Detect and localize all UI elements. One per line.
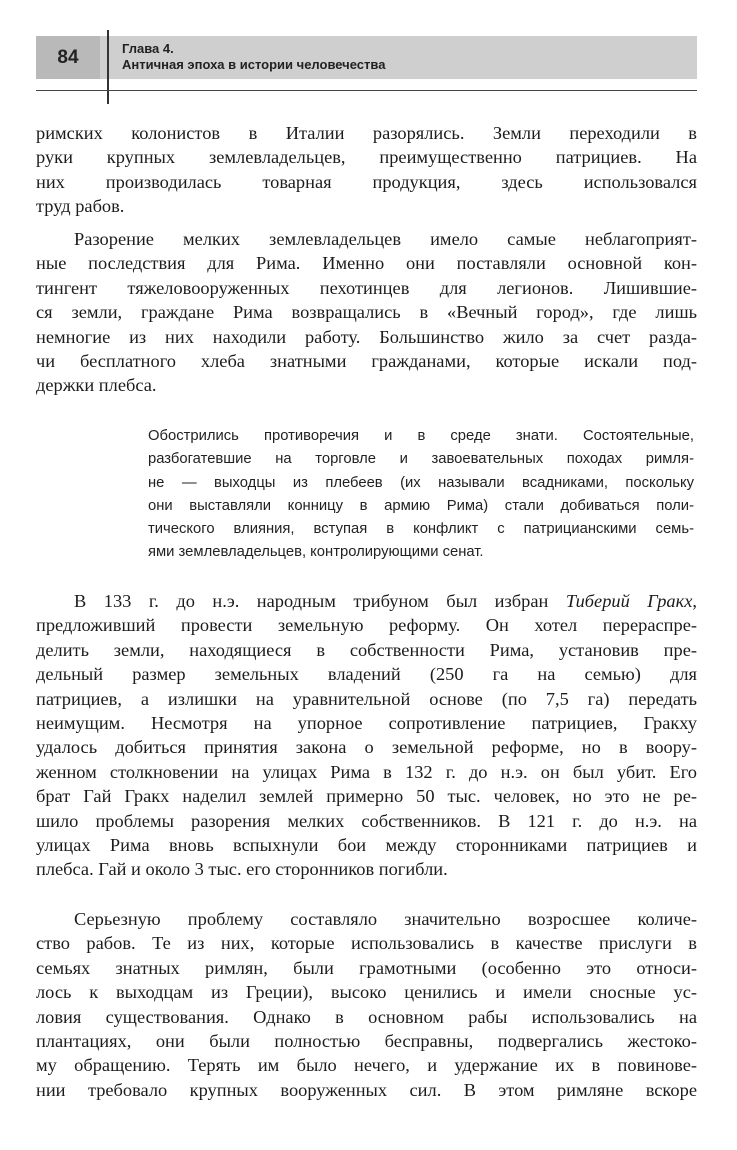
aside-line: ями землевладельцев, контролирующими сенат. (148, 544, 484, 561)
text-line: дельный размер земельных владений (250 га на семью) для (36, 664, 697, 685)
text-line: удалось добиться принятия закона о земельной реформе, но в воору- (36, 737, 697, 758)
text-line: плантациях, они были полностью бесправны, подвергались жестоко- (36, 1030, 697, 1051)
text-line: них производилась товарная продукция, здесь использовался (36, 171, 697, 192)
text-line (36, 589, 697, 613)
text-line: чи бесплатного хлеба знатными гражданами, которые искали под- (36, 350, 697, 371)
text-line: ся земли, граждане Рима возвращались в «Вечный город», где лишь (36, 302, 697, 323)
text-line: ловия существования. Однако в основном рабы использовались на (36, 1006, 697, 1027)
text-line: Разорение мелких землевладельцев имело самые неблагоприят- (74, 229, 697, 249)
text-line: му обращению. Терять им было нечего, и удержание их в повинове- (36, 1055, 697, 1076)
text-line: шило проблемы разорения мелких собственников. В 121 г. до н.э. на (36, 810, 697, 831)
text-line: держки плебса. (36, 375, 157, 396)
aside-line: разбогатевшие на торговле и завоевательных походах римля- (148, 451, 694, 468)
text-line: Серьезную проблему составляло значительно возросшее количе- (74, 909, 697, 929)
paragraph-4 (36, 907, 697, 1102)
text-line: лось к выходцам из Греции), высоко ценились и имели сносные ус- (36, 982, 697, 1003)
running-header (122, 41, 385, 73)
aside-line: не — выходцы из плебеев (их называли всадниками, поскольку (148, 474, 694, 491)
text-line: улицах Рима вновь вспыхнули бои между сторонниками патрициев и (36, 834, 697, 855)
text-line: предложивший провести земельную реформу. Он хотел перераспре- (36, 615, 697, 636)
paragraph-2 (36, 227, 697, 398)
text-line: брат Гай Гракх наделил землей примерно 50 тыс. человек, но это не ре- (36, 786, 697, 807)
aside-line: тического влияния, вступая в конфликт с патрицианскими семь- (148, 521, 694, 538)
chapter-title: Античная эпоха в истории человечества (122, 57, 386, 72)
aside-line: Обострились противоречия и в среде знати. Состоятельные, (148, 428, 694, 444)
person-name-emphasis: Тиберий Гракх (565, 591, 693, 611)
paragraph-3 (36, 589, 697, 882)
text-line: семьях знатных римлян, были грамотными (особенно это относи- (36, 957, 697, 978)
header-divider-vertical (107, 30, 109, 104)
text-line: римских колонистов в Италии разорялись. Земли переходили в (36, 123, 697, 143)
text-line: неимущим. Несмотря на упорное сопротивление патрициев, Гракху (36, 712, 697, 733)
text-line: тингент тяжеловооруженных пехотинцев для легионов. Лишившие- (36, 277, 697, 298)
text-line: ство рабов. Те из них, которые использовались в качестве прислуги в (36, 933, 697, 954)
text-fragment: , (692, 591, 697, 611)
text-line: труд рабов. (36, 196, 125, 217)
text-line: плебса. Гай и около 3 тыс. его сторонников погибли. (36, 859, 448, 880)
page-number: 84 (36, 36, 100, 79)
paragraph-1 (36, 121, 697, 219)
text-line: руки крупных землевладельцев, преимущественно патрициев. На (36, 147, 697, 168)
text-fragment: В 133 г. до н.э. народным трибуном был избран (74, 591, 566, 611)
chapter-label: Глава 4. (122, 41, 174, 56)
text-line: патрициев, а излишки на уравнительной основе (по 7,5 га) передать (36, 688, 697, 709)
text-line: женном столкновении на улицах Рима в 132 г. до н.э. он был убит. Его (36, 761, 697, 782)
text-line: немногие из них находили работу. Большинство жило за счет разда- (36, 326, 697, 347)
text-line: ные последствия для Рима. Именно они поставляли основной кон- (36, 253, 697, 274)
text-line: делить земли, находящиеся в собственности Рима, установив пре- (36, 639, 697, 660)
aside-note (148, 425, 694, 565)
text-line: нии требовало крупных вооруженных сил. В этом римляне вскоре (36, 1079, 697, 1100)
header-divider-horizontal (36, 90, 697, 91)
aside-line: они выставляли конницу в армию Рима) стали добиваться поли- (148, 497, 694, 514)
